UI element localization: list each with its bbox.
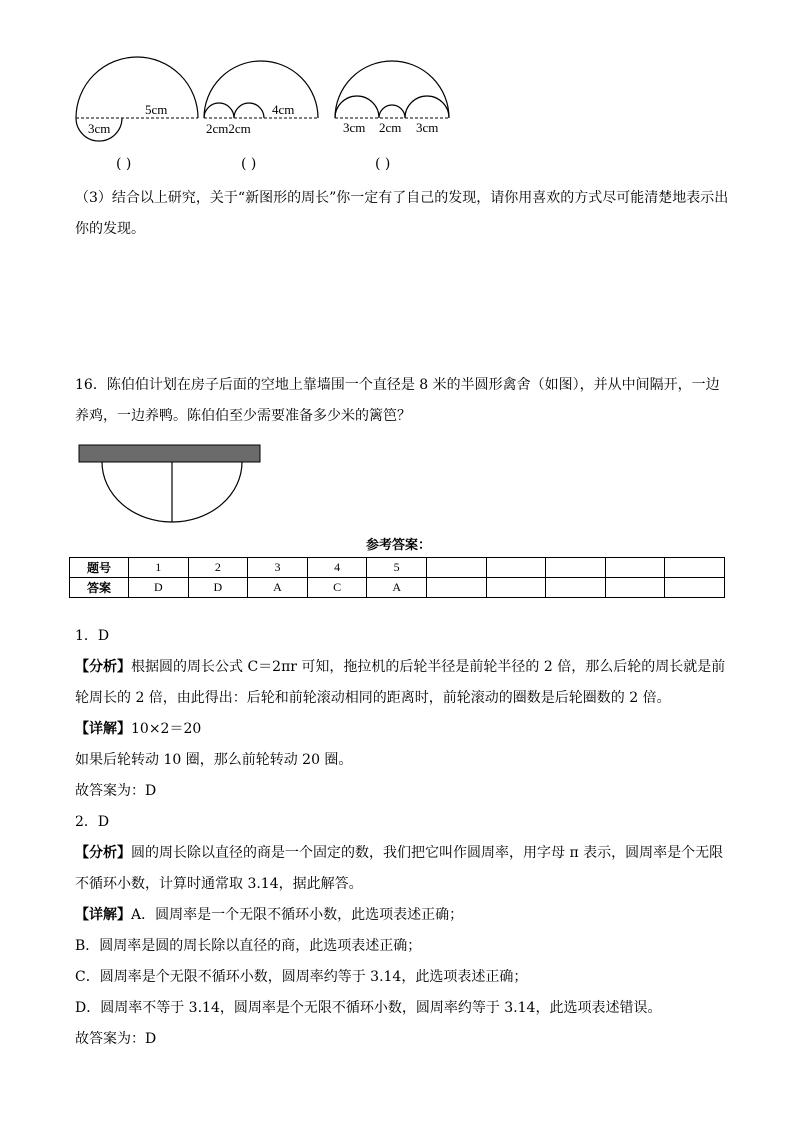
s2-analysis-line2: 不循环小数，计算时通常取 3.14，据此解答。: [75, 876, 363, 892]
cell-number: [426, 558, 486, 578]
figure-2: [204, 61, 318, 136]
analysis-text: 圆的周长除以直径的商是一个固定的数，我们把它叫作圆周率，用字母 π 表示，圆周率是个无限: [131, 845, 724, 861]
s2-detail-a: [75, 905, 463, 925]
analysis-tag: 【分析】: [75, 659, 131, 675]
table-row-answers: [70, 578, 725, 598]
cell-number: 3: [248, 558, 308, 578]
cell-answer: D: [188, 578, 248, 598]
cell-answer: A: [367, 578, 427, 598]
cell-answer: [605, 578, 665, 598]
fig3-answer-blank[interactable]: ( ): [375, 156, 391, 172]
s1-detail: [75, 719, 201, 739]
figure-1: [76, 57, 198, 141]
row-head-number: 题号: [70, 558, 129, 578]
s2-option-b: B．圆周率是圆的周长除以直径的商，此选项表述正确；: [75, 938, 422, 954]
detail-tag: 【详解】: [75, 907, 131, 923]
s2-analysis-line1: [75, 843, 723, 863]
wall: [79, 445, 260, 462]
detail-text: A．圆周率是一个无限不循环小数，此选项表述正确；: [131, 907, 464, 923]
detail-tag: 【详解】: [75, 721, 131, 737]
cell-answer: C: [307, 578, 367, 598]
analysis-text: 根据圆的周长公式 C＝2πr 可知，拖拉机的后轮半径是前轮半径的 2 倍，那么后轮的周长就是前: [131, 659, 726, 675]
cell-answer: D: [129, 578, 189, 598]
s1-title: 1．D: [75, 628, 110, 644]
cell-answer: A: [248, 578, 308, 598]
answers-title: 参考答案：: [366, 538, 432, 553]
cell-number: 1: [129, 558, 189, 578]
figure-3: [335, 61, 449, 135]
fig2-top-label: 4cm: [272, 102, 295, 117]
q15-part3-line1: （3）结合以上研究，关于“新图形的周长”你一定有了自己的发现，请你用喜欢的方式尽可能清楚地表示出: [75, 190, 729, 206]
fig3-bottom-label-3: 3cm: [416, 120, 439, 135]
q15-part3-line2: 你的发现。: [75, 221, 145, 237]
answer-table: [69, 557, 725, 598]
s1-line3: 如果后轮转动 10 圈，那么前轮转动 20 圈。: [75, 752, 353, 768]
cell-number: [605, 558, 665, 578]
s1-analysis-line1: [75, 657, 725, 677]
cell-answer: [486, 578, 546, 598]
row-head-answer: 答案: [70, 578, 129, 598]
s2-conclusion: 故答案为：D: [75, 1031, 157, 1047]
cell-number: 2: [188, 558, 248, 578]
cell-number: [486, 558, 546, 578]
analysis-tag: 【分析】: [75, 845, 131, 861]
fig3-bottom-label-1: 3cm: [343, 120, 366, 135]
s2-title: 2．D: [75, 814, 110, 830]
s1-analysis-line2: 轮周长的 2 倍，由此得出：后轮和前轮滚动相同的距离时，前轮滚动的圈数是后轮圈数的 2 倍。: [75, 690, 671, 706]
q16-coop-figure: [78, 444, 263, 526]
detail-text: 10×2＝20: [131, 721, 202, 737]
fig2-answer-blank[interactable]: ( ): [241, 156, 257, 172]
q16-line1: 16．陈伯伯计划在房子后面的空地上靠墙围一个直径是 8 米的半圆形禽舍（如图），并从中间隔开，一边: [75, 377, 720, 393]
cell-answer: [426, 578, 486, 598]
fig1-answer-blank[interactable]: ( ): [116, 156, 132, 172]
cell-answer: [665, 578, 725, 598]
q16-line2: 养鸡，一边养鸭。陈伯伯至少需要准备多少米的篱笆？: [75, 408, 411, 424]
s2-option-d: D．圆周率不等于 3.14，圆周率是个无限不循环小数，圆周率约等于 3.14，此选项表述错误。: [75, 1000, 662, 1016]
s1-conclusion: 故答案为：D: [75, 783, 157, 799]
cell-number: 4: [307, 558, 367, 578]
cell-number: [546, 558, 606, 578]
fig1-top-label: 5cm: [145, 102, 168, 117]
cell-number: 5: [367, 558, 427, 578]
fig3-bottom-label-2: 2cm: [379, 120, 402, 135]
s2-option-c: C．圆周率是个无限不循环小数，圆周率约等于 3.14，此选项表述正确；: [75, 969, 528, 985]
table-row-numbers: [70, 558, 725, 578]
cell-number: [665, 558, 725, 578]
fig1-bottom-label: 3cm: [88, 121, 111, 136]
cell-answer: [546, 578, 606, 598]
fig2-bottom-label: 2cm2cm: [206, 121, 251, 136]
